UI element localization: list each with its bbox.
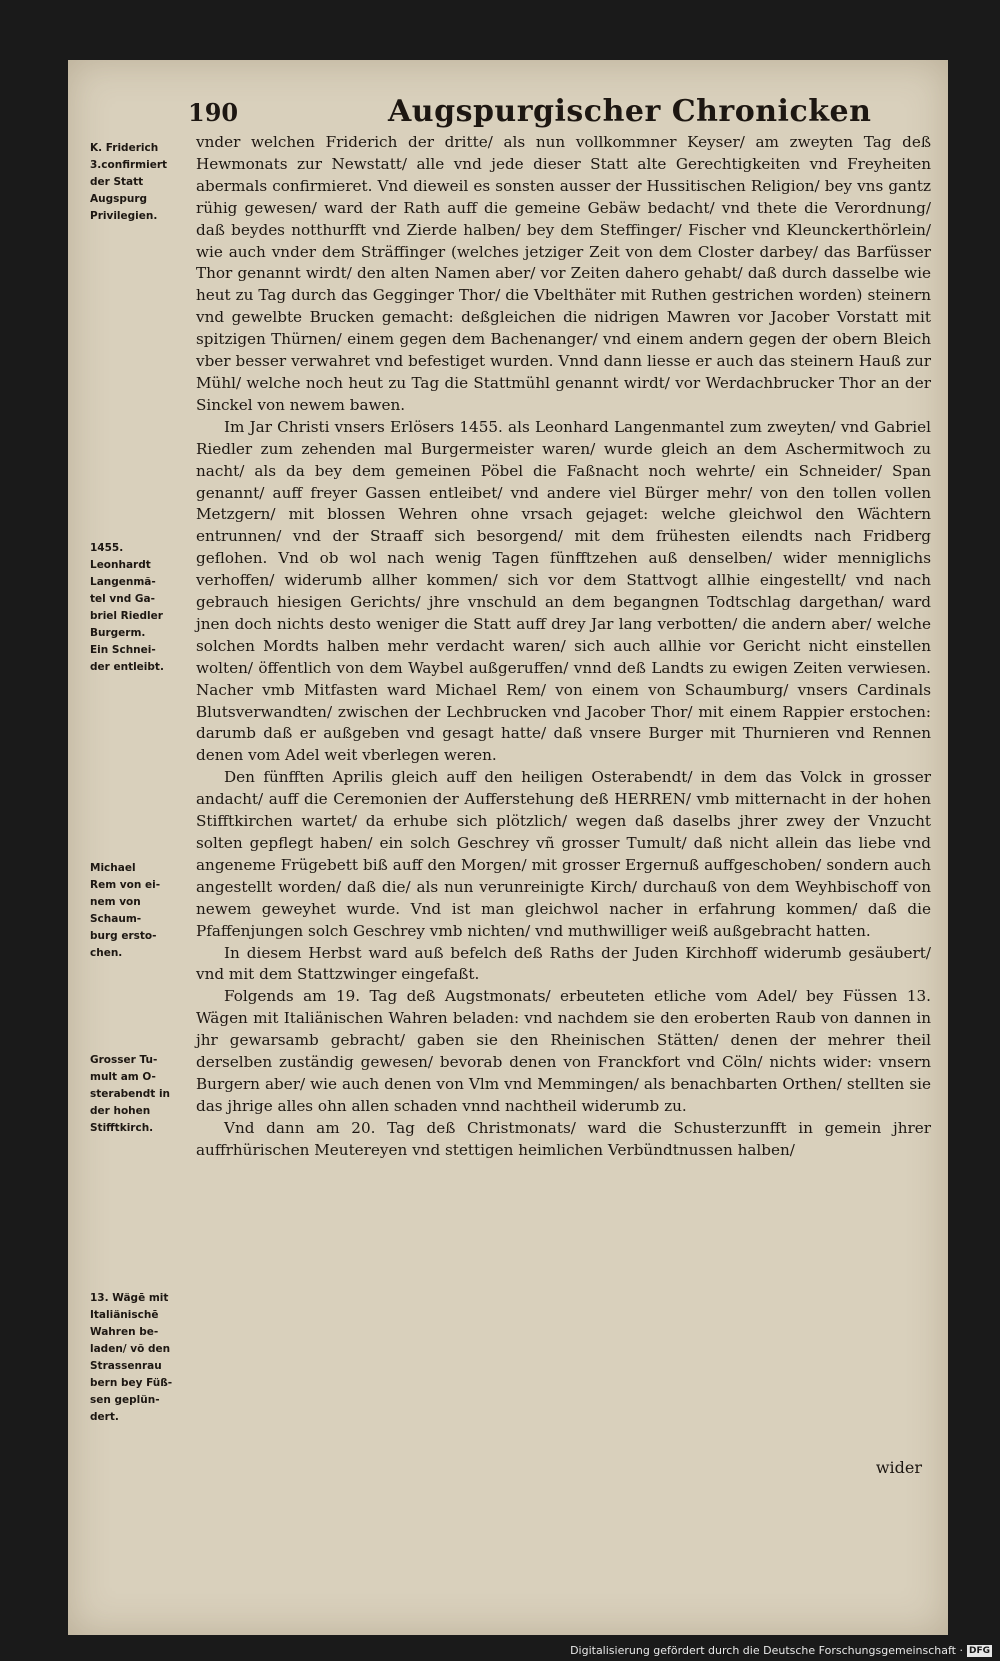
main-text (196, 132, 931, 1162)
paragraph: vnder welchen Friderich der dritte/ als nun vollkommner Keyser/ am zweyten Tag deß Hewmonats zur Newstatt/ alle vnd jede dieser Statt alte Gerechtigkeiten vnd Freyheiten abermals confirmieret. Vnd dieweil es sonsten ausser der Hussitischen Religion/ bey vns gantz rühig gewesen/ ward der Rath auff die gemeine Gebäw bedacht/ vnd thete die Verordnung/ daß beydes notthurfft vnd Zierde halben/ bey dem Steffinger/ Fischer vnd Kleunckerthörlein/ wie auch vnder dem Sträffinger (welches jetziger Zeit von dem Closter darbey/ das Barfüsser Thor genannt wirdt/ den alten Namen aber/ vor Zeiten dahero gehabt/ daß durch dasselbe wie heut zu Tag durch das Gegginger Thor/ die Vbelthäter mit Ruthen gestrichen worden) steinern vnd gewelbte Brucken gemacht: deßgleichen die nidrigen Mawren vor Jacober Vorstatt mit spitzigen Thürnen/ einem gegen dem Bachenanger/ vnd einem andern gegen der obern Bleich vber besser verwahret vnd befestiget wurden. Vnnd dann liesse er auch das steinern Hauß zur Mühl/ welche noch heut zu Tag die Stattmühl genannt wirdt/ vor Werdachbrucker Thor an der Sinckel von newem bawen. (196, 133, 931, 414)
paragraph: In diesem Herbst ward auß befelch deß Raths der Juden Kirchhoff widerumb gesäubert/ vnd mit dem Stattzwinger eingefaßt. (196, 943, 931, 984)
margin-notes (90, 140, 196, 1500)
margin-note-waegen: 13. Wägē mit Italiänischē Wahren be- laden/ võ den Strassenrau bern bey Füß- sen geplün- dert. (90, 1292, 173, 1423)
page-header (188, 94, 908, 134)
margin-note-friderich: K. Friderich 3.confirmiert der Statt Augspurg Privilegien. (90, 142, 168, 222)
dfg-logo-icon: DFG (968, 1645, 990, 1656)
page-content (68, 60, 948, 1635)
margin-note-michael-rem: Michael Rem von ei- nem von Schaum- burg ersto- chen. (90, 862, 161, 959)
book-page (68, 60, 948, 1635)
paragraph: Folgends am 19. Tag deß Augstmonats/ erbeuteten etliche vom Adel/ bey Füssen 13. Wägen mit Italiänischen Wahren beladen: vnd nachdem sie den eroberten Raub von dannen in jhr gewarsamb gebracht/ gaben sie den Rheinischen Stätten/ denen der mehrer theil derselben zuständig gewesen/ bevorab denen von Franckfort vnd Cöln/ nichts wider: vnsern Burgern aber/ wie auch denen von Vlm vnd Memmingen/ als benachbarten Orthen/ stellten sie das jhrige alles ohn allen schaden vnnd nachtheil widerumb zu. (196, 987, 931, 1115)
footer-text: Digitalisierung gefördert durch die Deutsche Forschungsgemeinschaft · (570, 1644, 963, 1657)
paragraph: Im Jar Christi vnsers Erlösers 1455. als Leonhard Langenmantel zum zweyten/ vnd Gabriel Riedler zum zehenden mal Burgermeister waren/ wurde gleich an dem Aschermitwoch zu nacht/ als da bey dem gemeinen Pöbel die Faßnacht noch wehrte/ ein Schneider/ Span genannt/ auff freyer Gassen entleibet/ vnd andere viel Bürger mehr/ von den tollen vollen Metzgern/ mit blossen Wehren ohne vrsach gejaget: welche gleichwol den Wächtern entrunnen/ vnd der Straaff sich besorgend/ mit dem frühesten eilendts nach Fridberg geflohen. Vnd ob wol nach wenig Tagen fünfftzehen auß denselben/ wider menniglichs verhoffen/ widerumb allher kommen/ sich vor dem Stattvogt allhie eingestellt/ vnd nach gebrauch hiesigen Gerichts/ jhre vnschuld an dem begangnen Todtschlag dargethan/ ward jnen doch nichts desto weniger die Statt auff drey Jar lang verbotten/ die andern aber/ welche solchen Mordts halben mehr verdacht waren/ sich auch allhie vor Gericht nicht einstellen wolten/ öffentlich von dem Waybel außgeruffen/ vnnd deß Landts zu ewigen Zeiten verwiesen. Nacher vmb Mitfasten ward Michael Rem/ von einem von Schaumburg/ vnsers Cardinals Blutsverwandten/ zwischen der Lechbrucken vnd Jacober Thor/ mit einem Rappier erstochen: darumb daß er außgeben vnd gesagt hatte/ daß vnsere Burger mit Thurnieren vnd Rennen denen vom Adel weit vberlegen weren. (196, 417, 931, 765)
paragraph: Vnd dann am 20. Tag deß Christmonats/ ward die Schusterzunfft in gemein jhrer auffrhürischen Meutereyen vnd stettigen heimlichen Verbündtnussen halben/ (196, 1118, 931, 1159)
margin-note-tumult: Grosser Tu- mult am O- sterabendt in der hohen Stifftkirch. (90, 1054, 171, 1134)
page-number: 190 (188, 98, 239, 127)
paragraph: Den fünfften Aprilis gleich auff den heiligen Osterabendt/ in dem das Volck in grosser andacht/ auff die Ceremonien der Aufferstehung deß HERREN/ vmb mitternacht in der hohen Stifftkirchen wartet/ da erhube sich plötzlich/ wegen daß daselbs jhrer zwey der Vnzucht solten gepflegt haben/ ein solch Geschrey vñ grosser Tumult/ daß nicht allein das liebe vnd angeneme Frügebett biß auff den Morgen/ mit grosser Ergernuß auffgeschoben/ sondern auch angestellt worden/ daß die/ als nun verunreinigte Kirch/ durchauß von dem Weyhbischoff von newem geweyhet wurde. Vnd ist man gleichwol nacher in erfahrung kommen/ daß die Pfaffenjungen solch Geschrey vmb nichten/ vnd muthwilliger weiß außgebracht hatten. (196, 768, 931, 940)
catchword: wider (875, 1458, 922, 1477)
footer-credit (570, 1644, 992, 1657)
margin-note-1455: 1455. Leonhardt Langenmã- tel vnd Ga- briel Riedler Burgerm. Ein Schnei- der entleibt. (90, 542, 164, 673)
running-title: Augspurgischer Chronicken (388, 94, 872, 129)
